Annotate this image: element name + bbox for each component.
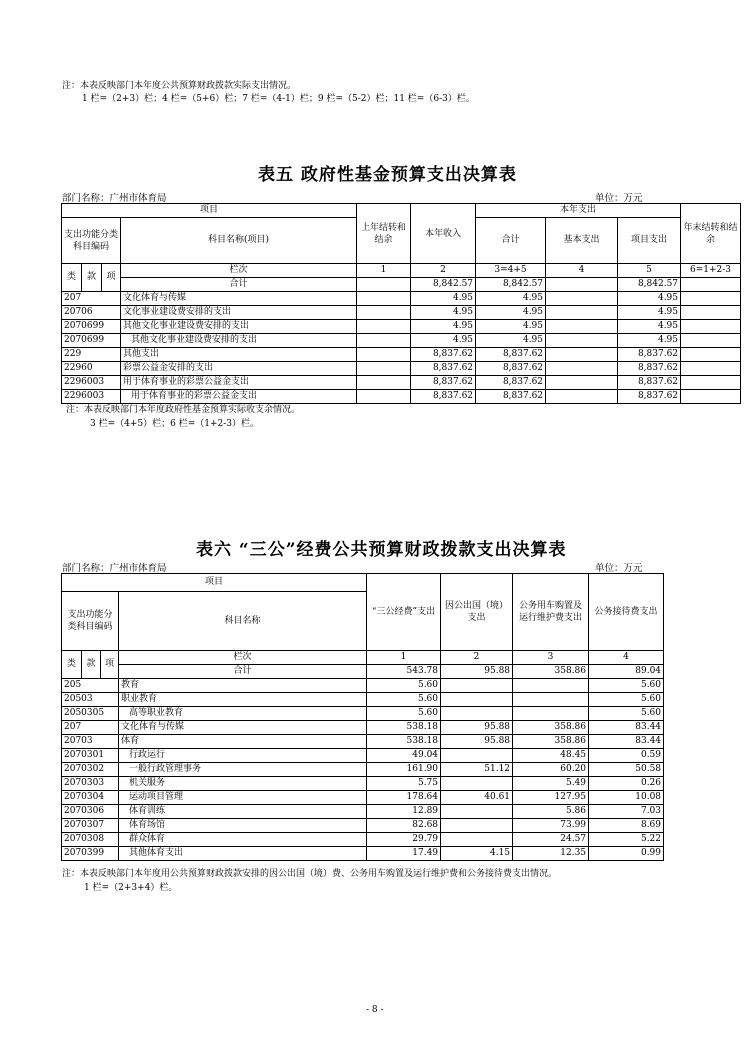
t5-code-cell: 2296003 — [62, 390, 121, 404]
t5-basic-cell — [546, 334, 618, 348]
t6-c3-cell: 73.99 — [513, 819, 589, 833]
t6-c3-cell: 5.86 — [513, 805, 589, 819]
t5-code-cell: 2070699 — [62, 320, 121, 334]
t6-h-name: 科目名称 — [119, 592, 367, 651]
t5-basic-cell — [546, 362, 618, 376]
t6-code-cell: 2070302 — [62, 763, 119, 777]
t6-c2-cell — [441, 819, 513, 833]
table6-row — [62, 707, 664, 721]
t5-end-cell — [681, 362, 741, 376]
t6-c1-cell: 538.18 — [367, 721, 441, 735]
t6-name-cell: 体育场馆 — [119, 819, 367, 833]
t6-name-cell: 群众体育 — [119, 833, 367, 847]
t6-c1-cell: 538.18 — [367, 735, 441, 749]
t5-prev-cell — [357, 334, 411, 348]
table6-row — [62, 819, 664, 833]
t5-income-cell: 8,837.62 — [411, 376, 476, 390]
t6-h-abroad: 因公出国（境）支出 — [441, 574, 513, 651]
t5-prev-cell — [357, 362, 411, 376]
t6-c1-cell: 5.60 — [367, 693, 441, 707]
t5-cell: 8,842.57 — [618, 278, 681, 292]
top-note-line2: 1 栏=（2+3）栏；4 栏=（5+6）栏；7 栏=（4-1）栏；9 栏=（5-2）栏；11 栏=（6-3）栏。 — [82, 94, 475, 104]
t6-name-cell: 高等职业教育 — [119, 707, 367, 721]
t6-c4-cell: 83.44 — [589, 735, 664, 749]
t6-c4-cell: 5.60 — [589, 679, 664, 693]
t5-end-cell — [681, 320, 741, 334]
t6-c2-cell — [441, 707, 513, 721]
t5-basic-cell — [546, 292, 618, 306]
t6-name-cell: 文化体育与传媒 — [119, 721, 367, 735]
table5-row — [62, 362, 741, 376]
table6-row — [62, 679, 664, 693]
t5-h-lei: 类 — [62, 264, 82, 292]
table5-dept: 部门名称：广州市体育局 — [62, 193, 167, 204]
table6-row — [62, 791, 664, 805]
t6-code-cell: 205 — [62, 679, 119, 693]
t5-name-cell: 用于体育事业的彩票公益金支出 — [121, 376, 357, 390]
top-note-line1: 注：本表反映部门本年度公共预算财政拨款实际支出情况。 — [62, 81, 297, 91]
t6-h-kuan: 款 — [82, 651, 101, 679]
t5-name-cell: 其他文化事业建设费安排的支出 — [121, 334, 357, 348]
t6-c2-cell: 40.61 — [441, 791, 513, 805]
t5-total-cell: 8,837.62 — [476, 390, 546, 404]
t6-name-cell: 行政运行 — [119, 749, 367, 763]
t5-h-code: 支出功能分类科目编码 — [62, 218, 121, 264]
t6-c1-cell: 161.90 — [367, 763, 441, 777]
t6-c1-cell: 5.60 — [367, 679, 441, 693]
t5-name-cell: 文化体育与传媒 — [121, 292, 357, 306]
table6-note1: 注：本表反映部门本年度用公共预算财政拨款安排的因公出国（境）费、公务用车购置及运行维护费和公务接待费支出情况。 — [62, 869, 558, 879]
t5-total-label: 合计 — [121, 278, 357, 292]
table5-row — [62, 390, 741, 404]
t5-prev-cell — [357, 390, 411, 404]
t5-project-cell: 4.95 — [618, 320, 681, 334]
table6-row — [62, 749, 664, 763]
t6-c3-cell: 358.86 — [513, 735, 589, 749]
t6-c4-cell: 5.60 — [589, 693, 664, 707]
table6-row — [62, 735, 664, 749]
table6-row — [62, 847, 664, 861]
t5-income-cell: 4.95 — [411, 334, 476, 348]
t5-end-cell — [681, 348, 741, 362]
table5-title: 表五 政府性基金预算支出决算表 — [258, 165, 517, 185]
table6-title: 表六 “三公”经费公共预算财政拨款支出决算表 — [196, 540, 567, 560]
t5-lanci-4: 4 — [546, 264, 618, 278]
t5-name-cell: 彩票公益金安排的支出 — [121, 362, 357, 376]
t5-lanci-1: 1 — [357, 264, 411, 278]
t6-c2-cell — [441, 833, 513, 847]
t5-income-cell: 8,837.62 — [411, 348, 476, 362]
t5-end-cell — [681, 306, 741, 320]
t5-end-cell — [681, 390, 741, 404]
table5-row — [62, 376, 741, 390]
t5-total-cell: 8,837.62 — [476, 348, 546, 362]
t6-c2-cell — [441, 679, 513, 693]
t5-income-cell: 8,837.62 — [411, 390, 476, 404]
t5-code-cell: 2070699 — [62, 334, 121, 348]
t6-c2-cell: 95.88 — [441, 735, 513, 749]
t6-c2-cell: 51.12 — [441, 763, 513, 777]
t5-cell — [546, 278, 618, 292]
table5-unit: 单位：万元 — [595, 193, 643, 204]
t5-lanci-3: 3=4+5 — [476, 264, 546, 278]
t5-h-basic: 基本支出 — [546, 218, 618, 264]
table5 — [61, 203, 741, 404]
t6-c1-cell: 82.68 — [367, 819, 441, 833]
t5-name-cell: 其他文化事业建设费安排的支出 — [121, 320, 357, 334]
t6-c3-cell: 48.45 — [513, 749, 589, 763]
t5-total-cell: 8,837.62 — [476, 376, 546, 390]
t5-income-cell: 8,837.62 — [411, 362, 476, 376]
t6-cell: 89.04 — [589, 665, 664, 679]
t5-end-cell — [681, 376, 741, 390]
table6-row — [62, 763, 664, 777]
t5-project-cell: 8,837.62 — [618, 390, 681, 404]
table6 — [61, 573, 664, 861]
t6-c2-cell — [441, 693, 513, 707]
t5-basic-cell — [546, 348, 618, 362]
t6-h-car: 公务用车购置及运行维护费支出 — [513, 574, 589, 651]
t5-h-exp: 本年支出 — [476, 204, 681, 218]
t6-c4-cell: 8.69 — [589, 819, 664, 833]
t5-h-project: 项目支出 — [618, 218, 681, 264]
t6-cell: 543.78 — [367, 665, 441, 679]
t5-basic-cell — [546, 320, 618, 334]
t6-h-reception: 公务接待费支出 — [589, 574, 664, 651]
t5-total-cell: 4.95 — [476, 292, 546, 306]
t5-code-cell: 207 — [62, 292, 121, 306]
t5-cell — [681, 278, 741, 292]
t5-h-xiang: 项 — [102, 264, 121, 292]
t5-prev-cell — [357, 348, 411, 362]
t6-c3-cell — [513, 679, 589, 693]
t5-income-cell: 4.95 — [411, 292, 476, 306]
t5-cell — [357, 278, 411, 292]
t6-code-cell: 207 — [62, 721, 119, 735]
t6-code-cell: 20703 — [62, 735, 119, 749]
t6-c3-cell: 24.57 — [513, 833, 589, 847]
t6-c4-cell: 0.26 — [589, 777, 664, 791]
t6-lanci-4: 4 — [589, 651, 664, 665]
t6-code-cell: 20503 — [62, 693, 119, 707]
t6-c1-cell: 5.60 — [367, 707, 441, 721]
table5-row — [62, 348, 741, 362]
t6-h-code: 支出功能分类科目编码 — [62, 592, 119, 651]
t6-name-cell: 体育训练 — [119, 805, 367, 819]
table6-dept: 部门名称：广州市体育局 — [62, 563, 167, 574]
t6-c1-cell: 5.75 — [367, 777, 441, 791]
t5-project-cell: 8,837.62 — [618, 376, 681, 390]
t5-name-cell: 文化事业建设费安排的支出 — [121, 306, 357, 320]
t6-code-cell: 2050305 — [62, 707, 119, 721]
t6-c3-cell — [513, 693, 589, 707]
t5-project-cell: 4.95 — [618, 306, 681, 320]
t6-name-cell: 运动项目管理 — [119, 791, 367, 805]
t5-h-income: 本年收入 — [411, 204, 476, 264]
t5-basic-cell — [546, 390, 618, 404]
t6-name-cell: 其他体育支出 — [119, 847, 367, 861]
t5-total-cell: 8,837.62 — [476, 362, 546, 376]
t5-lanci-5: 5 — [618, 264, 681, 278]
t6-name-cell: 教育 — [119, 679, 367, 693]
t6-lanci-3: 3 — [513, 651, 589, 665]
table6-row — [62, 693, 664, 707]
t5-lanci-label: 栏次 — [121, 264, 357, 278]
t6-code-cell: 2070303 — [62, 777, 119, 791]
t5-prev-cell — [357, 306, 411, 320]
t6-c3-cell: 5.49 — [513, 777, 589, 791]
t5-project-cell: 4.95 — [618, 334, 681, 348]
t6-code-cell: 2070301 — [62, 749, 119, 763]
t6-c2-cell: 4.15 — [441, 847, 513, 861]
t5-h-kuan: 款 — [82, 264, 102, 292]
t6-code-cell: 2070304 — [62, 791, 119, 805]
table5-note1: 注：本表反映部门本年度政府性基金预算实际收支余情况。 — [66, 405, 301, 415]
t6-code-cell: 2070307 — [62, 819, 119, 833]
table5-row — [62, 292, 741, 306]
t5-h-item: 项目 — [62, 204, 357, 218]
t6-c2-cell: 95.88 — [441, 721, 513, 735]
t6-lanci-1: 1 — [367, 651, 441, 665]
t6-c1-cell: 12.89 — [367, 805, 441, 819]
t6-c3-cell: 127.95 — [513, 791, 589, 805]
t6-c3-cell — [513, 707, 589, 721]
table5-row — [62, 306, 741, 320]
table6-row — [62, 721, 664, 735]
t5-basic-cell — [546, 376, 618, 390]
t5-code-cell: 22960 — [62, 362, 121, 376]
t5-name-cell: 其他支出 — [121, 348, 357, 362]
t5-h-end: 年末结转和结余 — [681, 204, 741, 264]
t6-name-cell: 职业教育 — [119, 693, 367, 707]
t6-c4-cell: 7.03 — [589, 805, 664, 819]
t5-basic-cell — [546, 306, 618, 320]
t6-c3-cell: 12.35 — [513, 847, 589, 861]
t6-name-cell: 机关服务 — [119, 777, 367, 791]
t6-h-xiang: 项 — [101, 651, 119, 679]
t6-h-sangong: “三公经费”支出 — [367, 574, 441, 651]
t6-code-cell: 2070308 — [62, 833, 119, 847]
table6-row — [62, 777, 664, 791]
table6-note2: 1 栏=（2+3+4）栏。 — [84, 883, 178, 893]
table6-row — [62, 833, 664, 847]
t6-c3-cell: 60.20 — [513, 763, 589, 777]
t5-lanci-2: 2 — [411, 264, 476, 278]
table5-row — [62, 334, 741, 348]
t6-c4-cell: 5.22 — [589, 833, 664, 847]
t6-c1-cell: 49.04 — [367, 749, 441, 763]
t5-end-cell — [681, 334, 741, 348]
t6-c4-cell: 50.58 — [589, 763, 664, 777]
t5-code-cell: 229 — [62, 348, 121, 362]
t5-code-cell: 20706 — [62, 306, 121, 320]
t5-h-total: 合计 — [476, 218, 546, 264]
t5-cell: 8,842.57 — [476, 278, 546, 292]
t5-prev-cell — [357, 320, 411, 334]
t5-income-cell: 4.95 — [411, 306, 476, 320]
t5-prev-cell — [357, 376, 411, 390]
t6-c1-cell: 29.79 — [367, 833, 441, 847]
t5-project-cell: 8,837.62 — [618, 348, 681, 362]
t6-cell: 358.86 — [513, 665, 589, 679]
t5-h-prev: 上年结转和结余 — [357, 204, 411, 264]
t6-c1-cell: 17.49 — [367, 847, 441, 861]
t5-code-cell: 2296003 — [62, 376, 121, 390]
t6-name-cell: 一般行政管理事务 — [119, 763, 367, 777]
t6-cell: 95.88 — [441, 665, 513, 679]
t6-h-lei: 类 — [62, 651, 82, 679]
t6-c2-cell — [441, 777, 513, 791]
table6-row — [62, 805, 664, 819]
t6-c4-cell: 0.59 — [589, 749, 664, 763]
t5-prev-cell — [357, 292, 411, 306]
t5-project-cell: 8,837.62 — [618, 362, 681, 376]
t6-code-cell: 2070399 — [62, 847, 119, 861]
t5-end-cell — [681, 292, 741, 306]
t6-c4-cell: 0.99 — [589, 847, 664, 861]
t6-c3-cell: 358.86 — [513, 721, 589, 735]
table5-row — [62, 320, 741, 334]
table5-note2: 3 栏=（4+5）栏；6 栏=（1+2-3）栏。 — [90, 419, 260, 429]
t6-c4-cell: 83.44 — [589, 721, 664, 735]
page-number: - 8 - — [366, 1005, 384, 1015]
t6-h-item: 项目 — [62, 574, 367, 592]
t5-project-cell: 4.95 — [618, 292, 681, 306]
t5-income-cell: 4.95 — [411, 320, 476, 334]
t5-total-cell: 4.95 — [476, 320, 546, 334]
t6-c4-cell: 10.08 — [589, 791, 664, 805]
t6-c1-cell: 178.64 — [367, 791, 441, 805]
t5-cell: 8,842.57 — [411, 278, 476, 292]
t6-total-label: 合计 — [119, 665, 367, 679]
t6-code-cell: 2070306 — [62, 805, 119, 819]
t6-c2-cell — [441, 805, 513, 819]
t6-c2-cell — [441, 749, 513, 763]
t6-name-cell: 体育 — [119, 735, 367, 749]
t6-lanci-label: 栏次 — [119, 651, 367, 665]
t5-total-cell: 4.95 — [476, 334, 546, 348]
t5-total-cell: 4.95 — [476, 306, 546, 320]
t5-name-cell: 用于体育事业的彩票公益金支出 — [121, 390, 357, 404]
t5-h-name: 科目名称(项目) — [121, 218, 357, 264]
table6-unit: 单位：万元 — [595, 563, 643, 574]
t5-lanci-6: 6=1+2-3 — [681, 264, 741, 278]
t6-c4-cell: 5.60 — [589, 707, 664, 721]
t6-lanci-2: 2 — [441, 651, 513, 665]
